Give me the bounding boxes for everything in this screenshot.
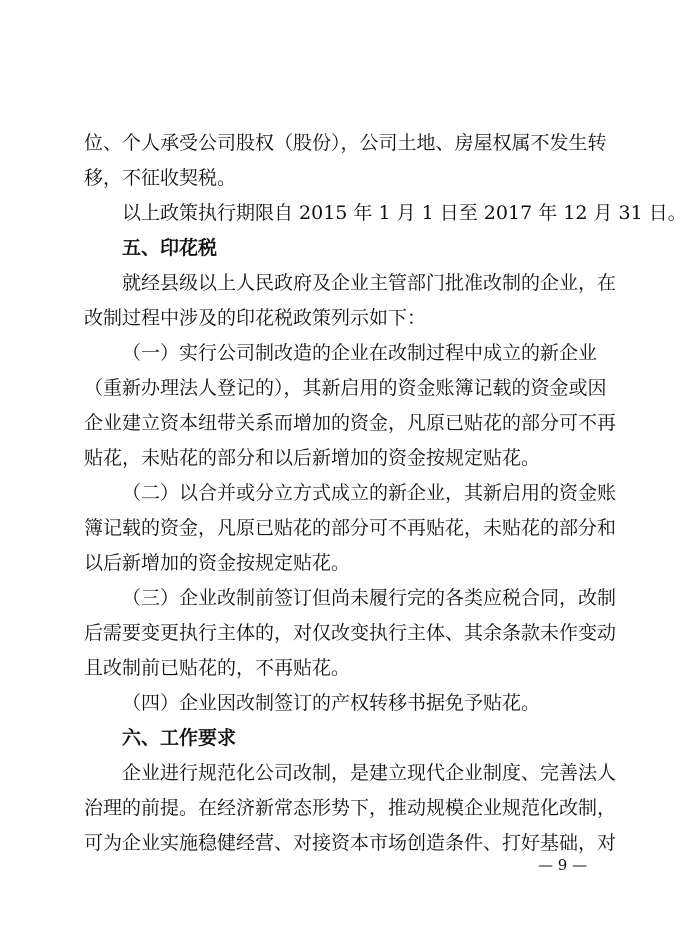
text-line: 企业进行规范化公司改制，是建立现代企业制度、完善法人	[122, 762, 617, 784]
text-line: （三）企业改制前签订但尚未履行完的各类应税合同，改制	[122, 587, 617, 609]
text-line: 以上政策执行期限自 2015 年 1 月 1 日至 2017 年 12 月 31 日。	[122, 202, 687, 224]
text-line: 后需要变更执行主体的，对仅改变执行主体、其余条款未作变动	[84, 622, 617, 644]
text-line: 企业建立资本纽带关系而增加的资金，凡原已贴花的部分可不再	[84, 412, 617, 434]
text-line: 就经县级以上人民政府及企业主管部门批准改制的企业，在	[122, 272, 617, 294]
text-line: 治理的前提。在经济新常态形势下，推动规模企业规范化改制，	[84, 797, 617, 819]
text-line: 簿记载的资金，凡原已贴花的部分可不再贴花，未贴花的部分和	[84, 517, 617, 539]
page-number: — 9 —	[538, 856, 588, 874]
text-line: （一）实行公司制改造的企业在改制过程中成立的新企业	[122, 342, 598, 364]
text-line: 位、个人承受公司股权（股份），公司土地、房屋权属不发生转	[84, 132, 607, 154]
text-line: 改制过程中涉及的印花税政策列示如下：	[84, 307, 427, 329]
text-line: 以后新增加的资金按规定贴花。	[84, 552, 351, 574]
text-line: 移，不征收契税。	[84, 167, 237, 189]
section-heading-6: 六、工作要求	[122, 727, 237, 749]
text-line: 贴花，未贴花的部分和以后新增加的资金按规定贴花。	[84, 447, 541, 469]
text-line: （二）以合并或分立方式成立的新企业，其新启用的资金账	[122, 482, 617, 504]
text-line: 可为企业实施稳健经营、对接资本市场创造条件、打好基础，对	[84, 832, 617, 854]
text-line: 且改制前已贴花的，不再贴花。	[84, 657, 351, 679]
text-line: （重新办理法人登记的），其新启用的资金账簿记载的资金或因	[84, 377, 607, 399]
text-line: （四）企业因改制签订的产权转移书据免予贴花。	[122, 692, 541, 714]
section-heading-5: 五、印花税	[122, 237, 218, 259]
